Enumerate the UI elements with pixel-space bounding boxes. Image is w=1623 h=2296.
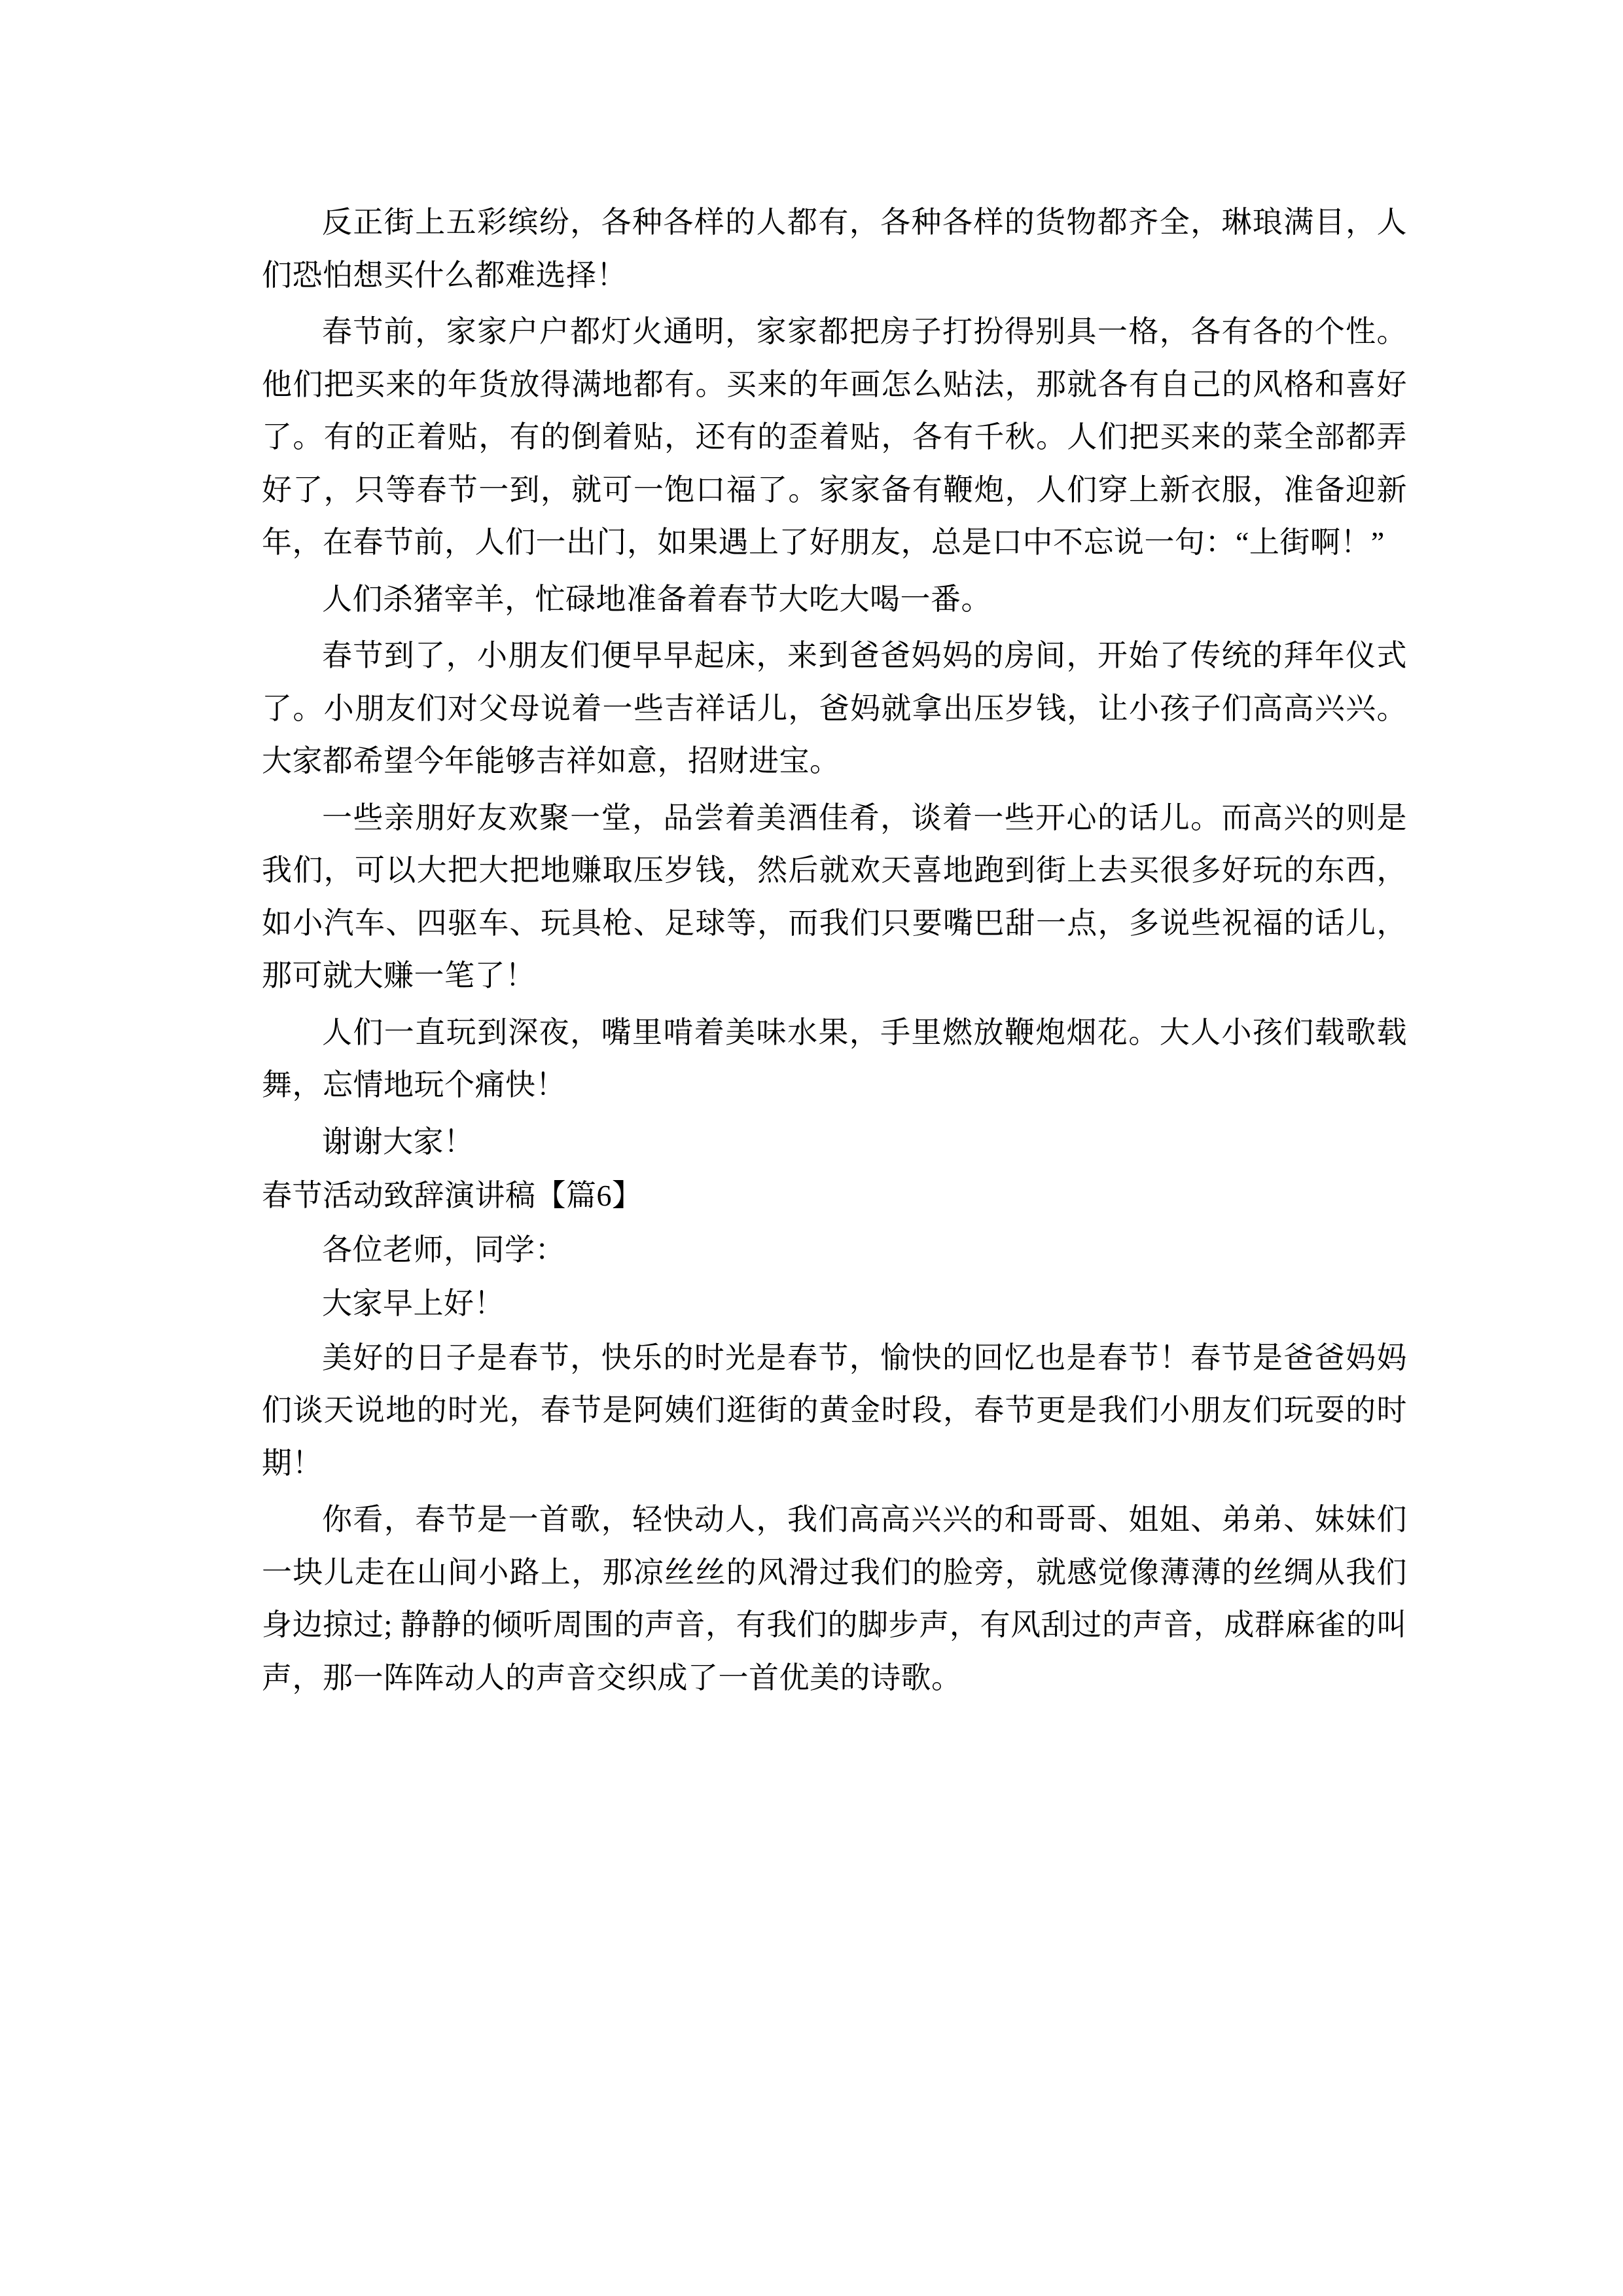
paragraph-11: 美好的日子是春节，快乐的时光是春节，愉快的回忆也是春节！春节是爸爸妈妈们谈天说地的时光，春节是阿姨们逛街的黄金时段，春节更是我们小朋友们玩耍的时期！	[262, 1340, 1407, 1480]
greeting: 大家早上好！	[322, 1287, 505, 1320]
paragraph-4: 春节到了，小朋友们便早早起床，来到爸爸妈妈的房间，开始了传统的拜年仪式了。小朋友们对父母说着一些吉祥话儿，爸妈就拿出压岁钱，让小孩子们高高兴兴。大家都希望今年能够吉祥如意，招财进宝。	[262, 639, 1407, 778]
document-body	[262, 196, 1407, 1704]
paragraph-5: 一些亲朋好友欢聚一堂，品尝着美酒佳肴，谈着一些开心的话儿。而高兴的则是我们，可以大把大把地赚取压岁钱，然后就欢天喜地跑到街上去买很多好玩的东西，如小汽车、四驱车、玩具枪、足球等，而我们只要嘴巴甜一点，多说些祝福的话儿，那可就大赚一笔了！	[262, 800, 1407, 992]
section-heading-6: 春节活动致辞演讲稿【篇6】	[262, 1179, 643, 1212]
closing-thanks: 谢谢大家！	[322, 1124, 474, 1158]
paragraph-6: 人们一直玩到深夜，嘴里啃着美味水果，手里燃放鞭炮烟花。大人小孩们载歌载舞，忘情地玩个痛快！	[262, 1015, 1407, 1102]
salutation: 各位老师，同学：	[322, 1232, 565, 1266]
paragraph-12: 你看，春节是一首歌，轻快动人，我们高高兴兴的和哥哥、姐姐、弟弟、妹妹们一块儿走在山间小路上，那凉丝丝的风滑过我们的脸旁，就感觉像薄薄的丝绸从我们身边掠过; 静静的倾听周围的声音，有我们的脚步声，有风刮过的声音，成群麻雀的叫声，那一阵阵动人的声音交织成了一首优美的诗歌。	[262, 1503, 1407, 1695]
paragraph-1: 反正街上五彩缤纷，各种各样的人都有，各种各样的货物都齐全，琳琅满目，人们恐怕想买什么都难选择！	[262, 206, 1407, 292]
paragraph-2: 春节前，家家户户都灯火通明，家家都把房子打扮得别具一格，各有各的个性。他们把买来的年货放得满地都有。买来的年画怎么贴法，那就各有自己的风格和喜好了。有的正着贴，有的倒着贴，还有的歪着贴，各有千秋。人们把买来的菜全部都弄好了，只等春节一到，就可一饱口福了。家家备有鞭炮，人们穿上新衣服，准备迎新年，在春节前，人们一出门，如果遇上了好朋友，总是口中不忘说一句：“上街啊！”	[262, 315, 1407, 559]
paragraph-3: 人们杀猪宰羊，忙碌地准备着春节大吃大喝一番。	[322, 582, 991, 616]
